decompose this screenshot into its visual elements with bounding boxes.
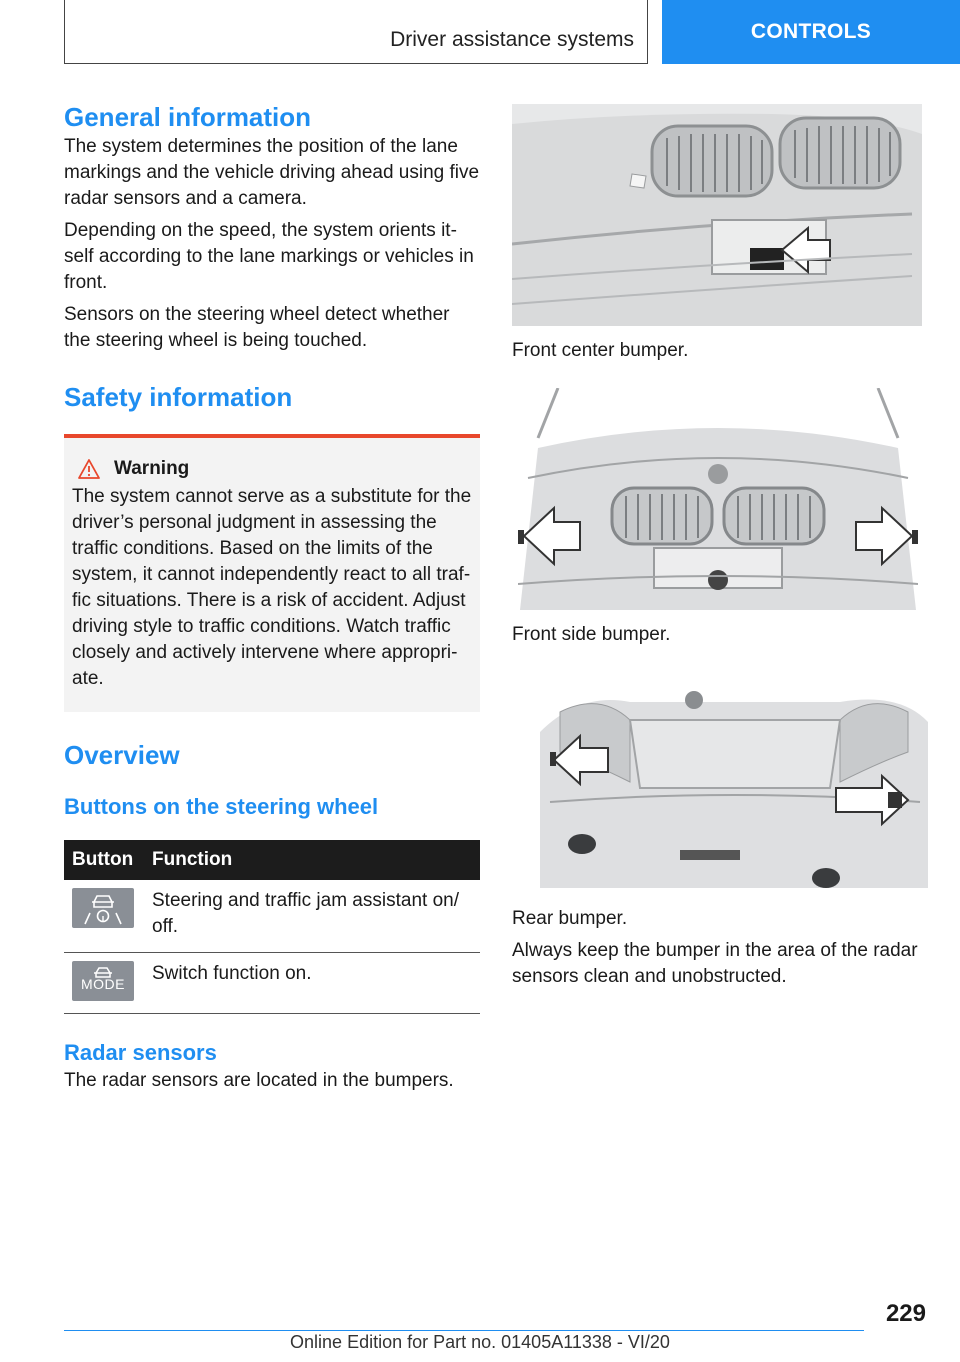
- table-cell-icon: [64, 953, 144, 1014]
- rear-caption: Rear bumper.: [512, 908, 628, 929]
- general-information-heading: General information: [64, 102, 312, 132]
- safety-information-heading: Safety information: [64, 382, 293, 412]
- table-cell-icon: [64, 880, 144, 953]
- rear-note: Always keep the bumper in the area of the radar sensors clean and unobstructed.: [512, 940, 918, 987]
- tab-controls[interactable]: CONTROLS: [662, 0, 960, 64]
- table-row: [64, 880, 480, 953]
- table-cell-function: Switch function on.: [144, 953, 480, 1014]
- footer-divider: [64, 1330, 864, 1331]
- general-paragraph-2: Depending on the speed, the system orients it-self according to the lane markings or vehicles in front.: [64, 220, 474, 293]
- page-number: 229: [885, 1300, 926, 1327]
- front-side-caption: Front side bumper.: [512, 624, 671, 645]
- column-header-button: Button: [64, 840, 144, 880]
- radar-sensors-text: The radar sensors are located in the bumpers.: [64, 1070, 454, 1091]
- table-cell-function: Steering and traffic jam assistant on/ off.: [144, 880, 480, 953]
- section-title: Driver assistance systems: [390, 28, 634, 51]
- front-side-bumper-illustration: [518, 388, 918, 610]
- warning-title-row: [72, 458, 472, 480]
- mode-button-icon: [72, 961, 134, 1001]
- overview-heading: Overview: [64, 740, 180, 770]
- warning-title: Warning: [114, 458, 190, 479]
- column-header-function: Function: [144, 840, 480, 880]
- steering-buttons-heading: Buttons on the steering wheel: [64, 794, 379, 819]
- left-column: [64, 100, 480, 1094]
- table-header-row: [64, 840, 480, 880]
- mode-icon-label: MODE: [81, 976, 125, 992]
- front-center-bumper-illustration: [512, 104, 922, 326]
- rear-bumper-illustration: [540, 672, 928, 888]
- front-center-caption: Front center bumper.: [512, 340, 689, 361]
- general-paragraph-3: Sensors on the steering wheel detect whether the steering wheel is being touched.: [64, 304, 450, 351]
- steering-assistant-icon: [72, 888, 134, 928]
- rear-caption-block: [512, 906, 928, 990]
- warning-text: The system cannot serve as a substitute for the driver’s personal judgment in assessing the traffic conditions. Based on the limits of the system, it cannot independently react to all traf-fic situations. There is a risk of accident. Adjust driving style to traffic conditions. Watch traffic closely and actively intervene where appropri-ate.: [72, 486, 472, 689]
- footer-edition: Online Edition for Part no. 01405A11338 - VI/20: [290, 1332, 670, 1352]
- buttons-table: [64, 840, 480, 1014]
- general-paragraph-1: The system determines the position of the lane markings and the vehicle driving ahead using five radar sensors and a camera.: [64, 136, 480, 209]
- warning-triangle-icon: [78, 459, 100, 479]
- warning-box: [64, 434, 480, 712]
- table-row: [64, 953, 480, 1014]
- radar-sensors-heading: Radar sensors: [64, 1040, 217, 1065]
